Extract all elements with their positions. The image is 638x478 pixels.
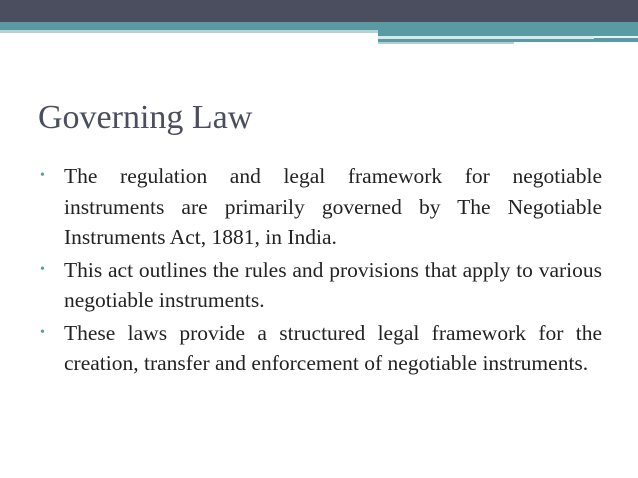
bullet-marker-icon: • xyxy=(40,168,45,183)
bullet-item xyxy=(40,255,602,316)
bullet-item xyxy=(40,161,602,253)
header-band-dark xyxy=(0,0,638,22)
bullet-marker-icon: • xyxy=(40,324,45,340)
bullet-text: This act outlines the rules and provisions that apply to various negotiable instruments. xyxy=(64,257,602,312)
header-band-light xyxy=(0,30,378,33)
header-band-block-pale xyxy=(378,36,594,39)
bullet-item xyxy=(40,318,602,379)
bullet-text: The regulation and legal framework for negotiable instruments are primarily governed by The Negotiable Instruments Act, 1881, in India. xyxy=(64,164,602,249)
bullet-list xyxy=(40,161,602,381)
bullet-marker-icon: • xyxy=(40,261,45,277)
slide-title: Governing Law xyxy=(38,99,253,136)
header-stripe xyxy=(594,36,638,38)
bullet-text: These laws provide a structured legal framework for the creation, transfer and enforcement of negotiable instruments. xyxy=(64,320,602,375)
header-band-teal xyxy=(0,22,638,30)
header-stripe xyxy=(378,42,514,44)
